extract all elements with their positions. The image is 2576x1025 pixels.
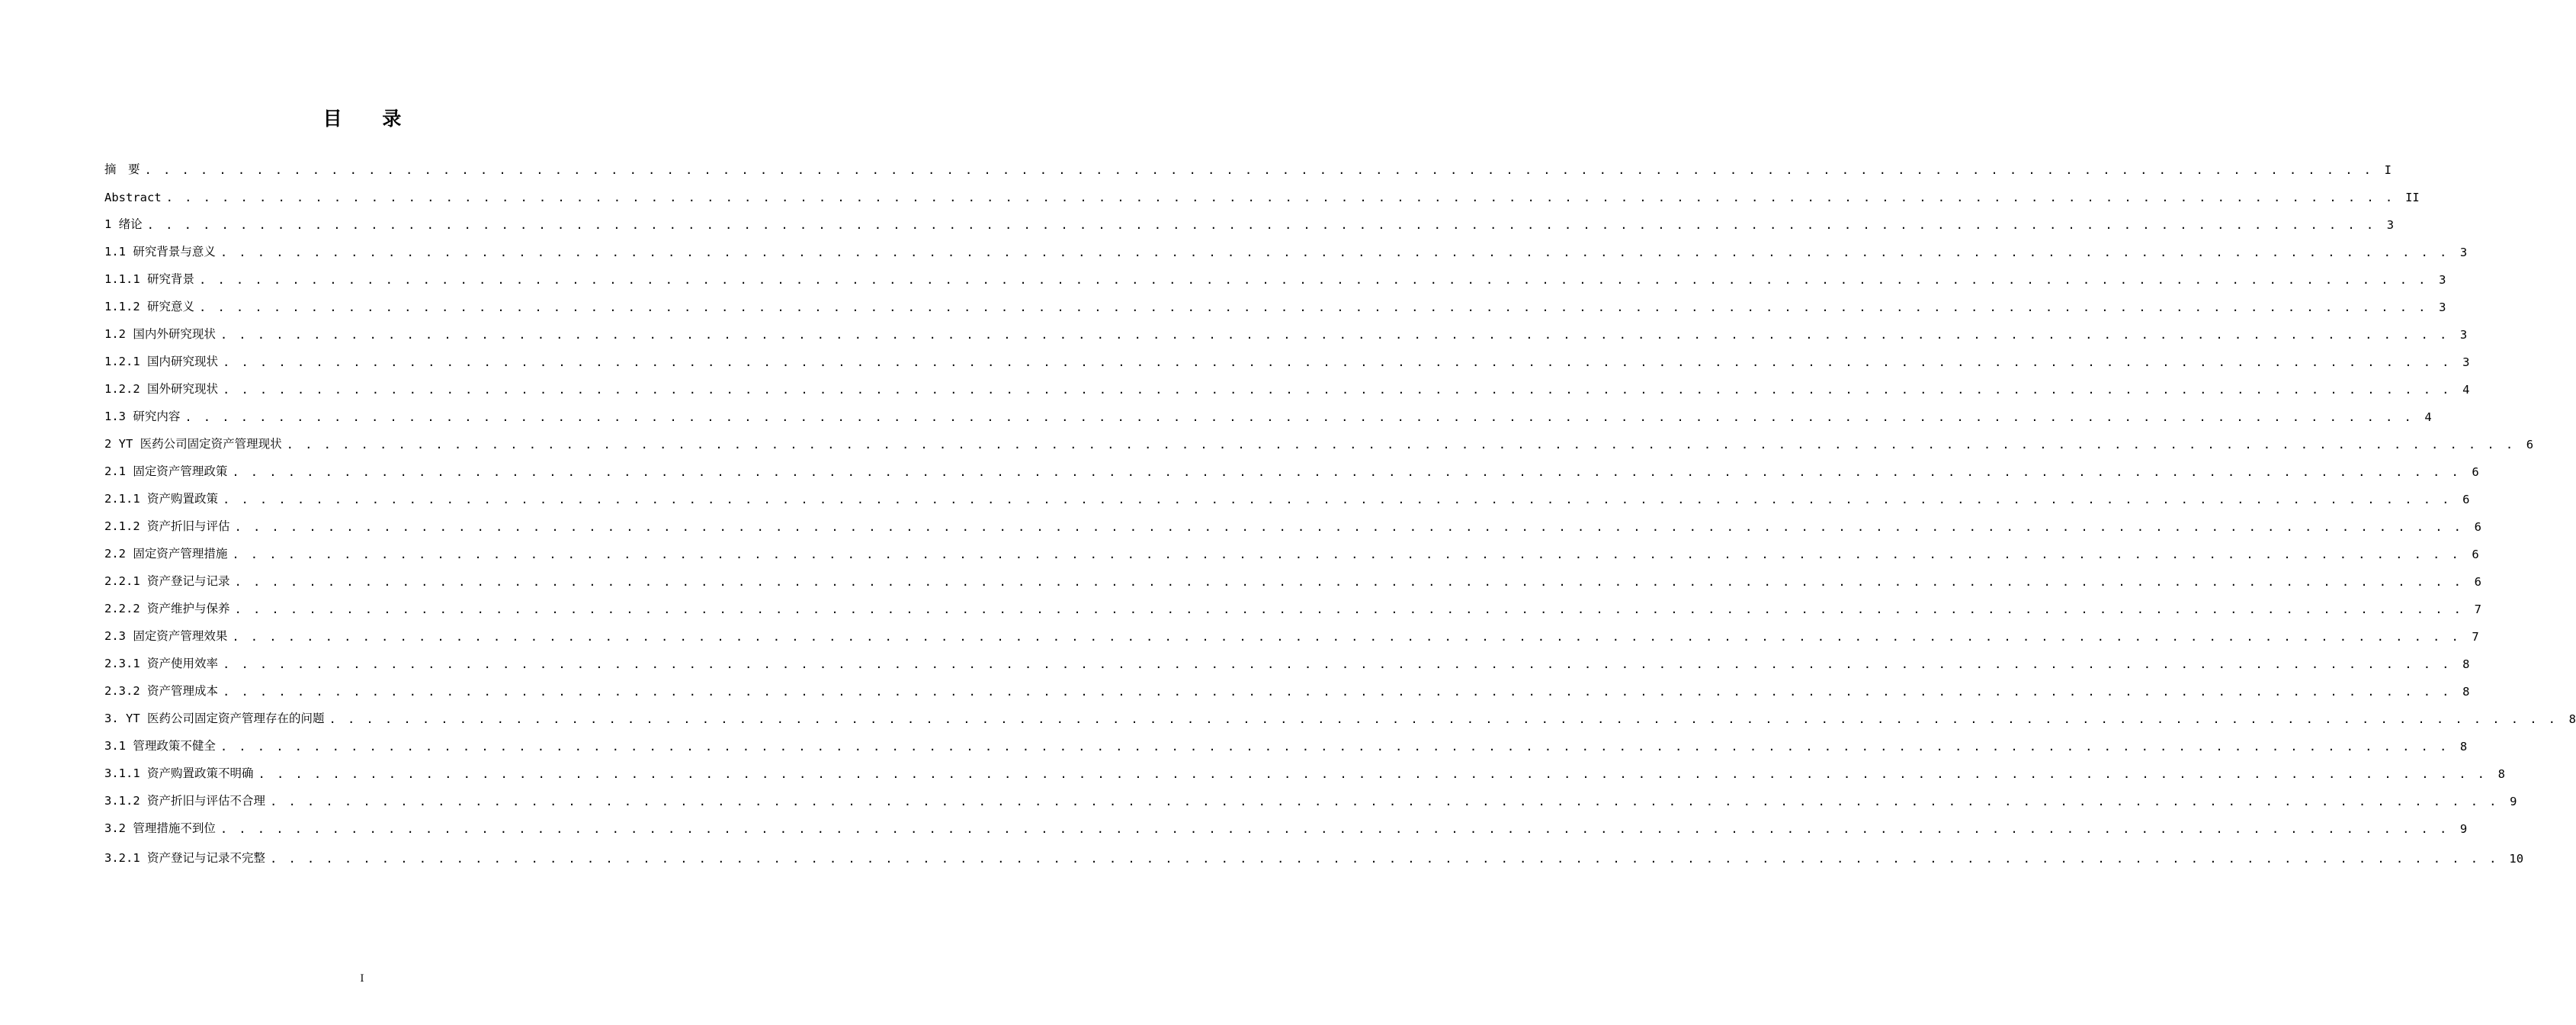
toc-entry-label: 3. YT 医药公司固定资产管理存在的问题 [104, 712, 325, 725]
toc-entry[interactable] [104, 808, 2468, 836]
toc-entry-page: 8 [2462, 657, 2470, 671]
toc-entry-page: 10 [2509, 852, 2524, 866]
toc-entry[interactable] [104, 149, 2392, 177]
toc-entry[interactable] [104, 616, 2479, 644]
toc-entry[interactable] [104, 342, 2470, 369]
dot-leader: . . . . . . . . . . . . . . . . . . . . . . . . . . . . . . . . . . . . . . . . . . . . . . . . . . . . . . . . . . . . . . . . . . . . . . . . . . . . . . . . . . . . . . . . . . . . . . . . . . . . . . . . . . . . . . . . . . . . . . . . [220, 328, 2449, 342]
toc-entry[interactable] [104, 369, 2470, 397]
dot-leader: . . . . . . . . . . . . . . . . . . . . . . . . . . . . . . . . . . . . . . . . . . . . . . . . . . . . . . . . . . . . . . . . . . . . . . . . . . . . . . . . . . . . . . . . . . . . . . . . . . . . . . . . . . . . . . . . . . . . . . . . [220, 822, 2449, 836]
dot-leader: . . . . . . . . . . . . . . . . . . . . . . . . . . . . . . . . . . . . . . . . . . . . . . . . . . . . . . . . . . . . . . . . . . . . . . . . . . . . . . . . . . . . . . . . . . . . . . . . . . . . . . . . . . . . . . . . . . . . . . . . [234, 575, 2463, 589]
toc-entry-page: 8 [2568, 712, 2576, 726]
toc-entry-page: 4 [2462, 383, 2470, 397]
toc-entry-label: 2.3.1 资产使用效率 [104, 657, 218, 670]
toc-entry-page: 9 [2510, 795, 2517, 808]
dot-leader: . . . . . . . . . . . . . . . . . . . . . . . . . . . . . . . . . . . . . . . . . . . . . . . . . . . . . . . . . . . . . . . . . . . . . . . . . . . . . . . . . . . . . . . . . . . . . . . . . . . . . . . . . . . . . . . . . . . . . . . . [223, 685, 2452, 699]
toc-entry[interactable] [104, 451, 2479, 479]
toc-entry-page: 6 [2474, 520, 2481, 534]
dot-leader: . . . . . . . . . . . . . . . . . . . . . . . . . . . . . . . . . . . . . . . . . . . . . . . . . . . . . . . . . . . . . . . . . . . . . . . . . . . . . . . . . . . . . . . . . . . . . . . . . . . . . . . . . . . . . . . . . . . . . . . . [184, 410, 2414, 424]
toc-entry-label: 3.1 管理政策不健全 [104, 739, 216, 753]
toc-entry-label: 2.3.2 资产管理成本 [104, 684, 218, 698]
toc-entry-label: 1.1 研究背景与意义 [104, 245, 216, 259]
toc-entry-page: 7 [2472, 630, 2479, 644]
toc-entry-page: 3 [2386, 218, 2395, 232]
toc-entry-label: 2.2 固定资产管理措施 [104, 547, 228, 561]
toc-entry[interactable] [104, 561, 2481, 589]
dot-leader: . . . . . . . . . . . . . . . . . . . . . . . . . . . . . . . . . . . . . . . . . . . . . . . . . . . . . . . . . . . . . . . . . . . . . . . . . . . . . . . . . . . . . . . . . . . . . . . . . . . . . . . . . . . . . . . . . . . . . . . . [199, 300, 2428, 314]
toc-entry-label: 2 YT 医药公司固定资产管理现状 [104, 437, 282, 451]
toc-entry[interactable] [104, 287, 2446, 314]
toc-entry-label: 3.2.1 资产登记与记录不完整 [104, 851, 265, 865]
toc-entry-label: 1.2.2 国外研究现状 [104, 382, 218, 396]
toc-entry-page: 3 [2459, 246, 2468, 259]
toc-entry-page: 6 [2472, 548, 2479, 561]
toc-entry[interactable] [104, 506, 2481, 534]
toc-entry-page: 6 [2472, 465, 2479, 479]
toc-entry-page: 8 [2459, 740, 2468, 753]
toc-entry-label: 2.1 固定资产管理政策 [104, 464, 228, 478]
toc-entry-label: 2.2.1 资产登记与记录 [104, 574, 230, 588]
dot-leader: . . . . . . . . . . . . . . . . . . . . . . . . . . . . . . . . . . . . . . . . . . . . . . . . . . . . . . . . . . . . . . . . . . . . . . . . . . . . . . . . . . . . . . . . . . . . . . . . . . . . . . . . . . . . . . . . . . . . . . . . [270, 852, 2499, 866]
toc-entry-page: 6 [2474, 575, 2481, 589]
dot-leader: . . . . . . . . . . . . . . . . . . . . . . . . . . . . . . . . . . . . . . . . . . . . . . . . . . . . . . . . . . . . . . . . . . . . . . . . . . . . . . . . . . . . . . . . . . . . . . . . . . . . . . . . . . . . . . . . . . . . . . . . [146, 218, 2376, 232]
toc-entry[interactable] [104, 644, 2470, 671]
toc-entry-page: 3 [2462, 355, 2470, 369]
dot-leader: . . . . . . . . . . . . . . . . . . . . . . . . . . . . . . . . . . . . . . . . . . . . . . . . . . . . . . . . . . . . . . . . . . . . . . . . . . . . . . . . . . . . . . . . . . . . . . . . . . . . . . . . . . . . . . . . . . . . . . . . [144, 163, 2373, 177]
toc-entry-label: 1 绪论 [104, 217, 143, 231]
dot-leader: . . . . . . . . . . . . . . . . . . . . . . . . . . . . . . . . . . . . . . . . . . . . . . . . . . . . . . . . . . . . . . . . . . . . . . . . . . . . . . . . . . . . . . . . . . . . . . . . . . . . . . . . . . . . . . . . . . . . . . . . [234, 520, 2463, 534]
toc-entry[interactable] [104, 424, 2534, 451]
toc-entry-label: 摘 要 [104, 162, 140, 176]
toc-entry[interactable] [104, 204, 2395, 232]
dot-leader: . . . . . . . . . . . . . . . . . . . . . . . . . . . . . . . . . . . . . . . . . . . . . . . . . . . . . . . . . . . . . . . . . . . . . . . . . . . . . . . . . . . . . . . . . . . . . . . . . . . . . . . . . . . . . . . . . . . . . . . . [165, 191, 2395, 204]
toc-entry[interactable] [104, 397, 2432, 424]
toc-entry-page: II [2405, 191, 2420, 204]
toc-entry[interactable] [104, 232, 2468, 259]
dot-leader: . . . . . . . . . . . . . . . . . . . . . . . . . . . . . . . . . . . . . . . . . . . . . . . . . . . . . . . . . . . . . . . . . . . . . . . . . . . . . . . . . . . . . . . . . . . . . . . . . . . . . . . . . . . . . . . . . . . . . . . . [223, 355, 2452, 369]
toc-entry-label: 1.1.2 研究意义 [104, 300, 194, 313]
dot-leader: . . . . . . . . . . . . . . . . . . . . . . . . . . . . . . . . . . . . . . . . . . . . . . . . . . . . . . . . . . . . . . . . . . . . . . . . . . . . . . . . . . . . . . . . . . . . . . . . . . . . . . . . . . . . . . . . . . . . . . . . [329, 712, 2558, 726]
toc-entry-page: 4 [2424, 410, 2432, 424]
toc-entry[interactable] [104, 479, 2470, 506]
dot-leader: . . . . . . . . . . . . . . . . . . . . . . . . . . . . . . . . . . . . . . . . . . . . . . . . . . . . . . . . . . . . . . . . . . . . . . . . . . . . . . . . . . . . . . . . . . . . . . . . . . . . . . . . . . . . . . . . . . . . . . . . [234, 602, 2463, 616]
toc-title: 目 录 [322, 108, 419, 130]
toc-entry-page: 8 [2497, 767, 2505, 781]
toc-entry[interactable] [104, 671, 2470, 699]
dot-leader: . . . . . . . . . . . . . . . . . . . . . . . . . . . . . . . . . . . . . . . . . . . . . . . . . . . . . . . . . . . . . . . . . . . . . . . . . . . . . . . . . . . . . . . . . . . . . . . . . . . . . . . . . . . . . . . . . . . . . . . . [232, 548, 2461, 561]
toc-entry-label: Abstract [104, 191, 162, 204]
toc-entry-label: 1.3 研究内容 [104, 410, 181, 423]
dot-leader: . . . . . . . . . . . . . . . . . . . . . . . . . . . . . . . . . . . . . . . . . . . . . . . . . . . . . . . . . . . . . . . . . . . . . . . . . . . . . . . . . . . . . . . . . . . . . . . . . . . . . . . . . . . . . . . . . . . . . . . . [258, 767, 2487, 781]
toc-entry-page: 3 [2439, 300, 2446, 314]
toc-entry[interactable] [104, 781, 2517, 808]
toc-entry-page: 8 [2462, 685, 2470, 699]
toc-entry-label: 2.2.2 资产维护与保养 [104, 602, 230, 615]
toc-entry-label: 3.1.1 资产购置政策不明确 [104, 766, 254, 780]
toc-entry[interactable] [104, 753, 2505, 781]
page-number: I [360, 973, 364, 985]
toc-entry-label: 2.1.1 资产购置政策 [104, 492, 218, 506]
toc-entry-page: 3 [2459, 328, 2468, 342]
toc-entry-page: 7 [2474, 602, 2481, 616]
toc-entry-label: 2.1.2 资产折旧与评估 [104, 519, 230, 533]
toc-entry[interactable] [104, 177, 2420, 204]
dot-leader: . . . . . . . . . . . . . . . . . . . . . . . . . . . . . . . . . . . . . . . . . . . . . . . . . . . . . . . . . . . . . . . . . . . . . . . . . . . . . . . . . . . . . . . . . . . . . . . . . . . . . . . . . . . . . . . . . . . . . . . . [232, 465, 2461, 479]
table-of-contents [104, 149, 2576, 866]
toc-entry-page: I [2384, 163, 2392, 177]
dot-leader: . . . . . . . . . . . . . . . . . . . . . . . . . . . . . . . . . . . . . . . . . . . . . . . . . . . . . . . . . . . . . . . . . . . . . . . . . . . . . . . . . . . . . . . . . . . . . . . . . . . . . . . . . . . . . . . . . . . . . . . . [286, 438, 2516, 451]
toc-entry-page: 6 [2462, 493, 2470, 506]
toc-entry[interactable] [104, 534, 2479, 561]
toc-entry-page: 9 [2459, 822, 2468, 836]
dot-leader: . . . . . . . . . . . . . . . . . . . . . . . . . . . . . . . . . . . . . . . . . . . . . . . . . . . . . . . . . . . . . . . . . . . . . . . . . . . . . . . . . . . . . . . . . . . . . . . . . . . . . . . . . . . . . . . . . . . . . . . . [223, 383, 2452, 397]
dot-leader: . . . . . . . . . . . . . . . . . . . . . . . . . . . . . . . . . . . . . . . . . . . . . . . . . . . . . . . . . . . . . . . . . . . . . . . . . . . . . . . . . . . . . . . . . . . . . . . . . . . . . . . . . . . . . . . . . . . . . . . . [270, 795, 2499, 808]
toc-entry-label: 1.2 国内外研究现状 [104, 327, 216, 341]
toc-entry[interactable] [104, 726, 2468, 753]
dot-leader: . . . . . . . . . . . . . . . . . . . . . . . . . . . . . . . . . . . . . . . . . . . . . . . . . . . . . . . . . . . . . . . . . . . . . . . . . . . . . . . . . . . . . . . . . . . . . . . . . . . . . . . . . . . . . . . . . . . . . . . . [220, 740, 2449, 753]
toc-entry[interactable] [104, 314, 2468, 342]
dot-leader: . . . . . . . . . . . . . . . . . . . . . . . . . . . . . . . . . . . . . . . . . . . . . . . . . . . . . . . . . . . . . . . . . . . . . . . . . . . . . . . . . . . . . . . . . . . . . . . . . . . . . . . . . . . . . . . . . . . . . . . . [223, 657, 2452, 671]
toc-entry[interactable] [104, 838, 2524, 866]
toc-entry-page: 6 [2526, 438, 2534, 451]
dot-leader: . . . . . . . . . . . . . . . . . . . . . . . . . . . . . . . . . . . . . . . . . . . . . . . . . . . . . . . . . . . . . . . . . . . . . . . . . . . . . . . . . . . . . . . . . . . . . . . . . . . . . . . . . . . . . . . . . . . . . . . . [232, 630, 2461, 644]
toc-entry-label: 3.1.2 资产折旧与评估不合理 [104, 794, 265, 808]
toc-entry-label: 1.2.1 国内研究现状 [104, 355, 218, 368]
toc-entry[interactable] [104, 699, 2576, 726]
toc-entry[interactable] [104, 589, 2481, 616]
dot-leader: . . . . . . . . . . . . . . . . . . . . . . . . . . . . . . . . . . . . . . . . . . . . . . . . . . . . . . . . . . . . . . . . . . . . . . . . . . . . . . . . . . . . . . . . . . . . . . . . . . . . . . . . . . . . . . . . . . . . . . . . [223, 493, 2452, 506]
dot-leader: . . . . . . . . . . . . . . . . . . . . . . . . . . . . . . . . . . . . . . . . . . . . . . . . . . . . . . . . . . . . . . . . . . . . . . . . . . . . . . . . . . . . . . . . . . . . . . . . . . . . . . . . . . . . . . . . . . . . . . . . [220, 246, 2449, 259]
toc-entry-page: 3 [2439, 273, 2446, 287]
toc-entry[interactable] [104, 259, 2446, 287]
toc-entry-label: 2.3 固定资产管理效果 [104, 629, 228, 643]
toc-entry-label: 3.2 管理措施不到位 [104, 821, 216, 835]
toc-entry-label: 1.1.1 研究背景 [104, 272, 194, 286]
dot-leader: . . . . . . . . . . . . . . . . . . . . . . . . . . . . . . . . . . . . . . . . . . . . . . . . . . . . . . . . . . . . . . . . . . . . . . . . . . . . . . . . . . . . . . . . . . . . . . . . . . . . . . . . . . . . . . . . . . . . . . . . [199, 273, 2428, 287]
